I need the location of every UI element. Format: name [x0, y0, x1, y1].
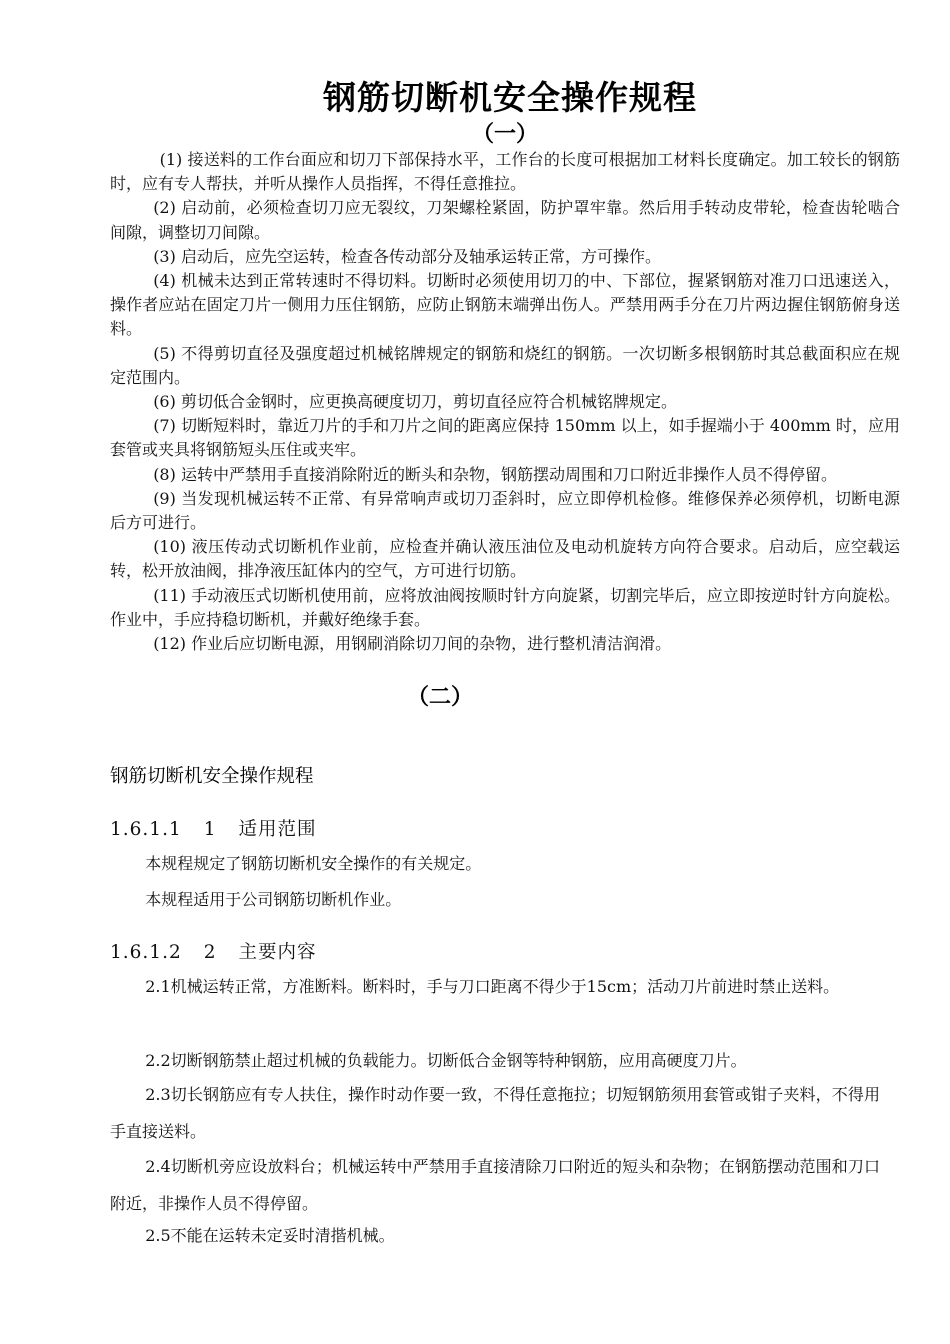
rule-item: (2) 启动前，必须检查切刀应无裂纹，刀架螺栓紧固，防护罩牢靠。然后用手转动皮带轮，检查齿轮啮合间隙，调整切刀间隙。 — [110, 198, 900, 242]
section-index: 2 — [203, 942, 217, 963]
section-paragraph: 2.2切断钢筋禁止超过机械的负载能力。切断低合金钢等特种钢筋，应用高硬度刀片。 — [145, 1051, 747, 1070]
rule-item: (7) 切断短料时，靠近刀片的手和刀片之间的距离应保持 150mm 以上，如手握端小于 400mm 时，应用套管或夹具将钢筋短头压住或夹牢。 — [110, 416, 900, 460]
part-two-title: 钢筋切断机安全操作规程 — [110, 766, 314, 787]
section-paragraph: 2.3切长钢筋应有专人扶住，操作时动作要一致，不得任意拖拉；切短钢筋须用套管或钳子夹料，不得用手直接送料。 — [110, 1085, 880, 1141]
section-index: 1 — [203, 819, 217, 840]
section-title: 主要内容 — [238, 942, 317, 963]
rule-item: (12) 作业后应切断电源，用钢刷消除切刀间的杂物，进行整机清洁润滑。 — [153, 634, 672, 654]
rule-item: (6) 剪切低合金钢时，应更换高硬度切刀，剪切直径应符合机械铭牌规定。 — [153, 392, 677, 412]
rule-item: (5) 不得剪切直径及强度超过机械铭牌规定的钢筋和烧红的钢筋。一次切断多根钢筋时其总截面积应在规定范围内。 — [110, 343, 900, 387]
section-title: 适用范围 — [238, 819, 317, 840]
rule-item: (3) 启动后，应先空运转，检查各传动部分及轴承运转正常，方可操作。 — [153, 246, 661, 266]
rule-item: (9) 当发现机械运转不正常、有异常响声或切刀歪斜时，应立即停机检修。维修保养必须停机，切断电源后方可进行。 — [110, 488, 900, 533]
section-number: 1.6.1.2 — [110, 942, 182, 963]
section-heading-scope — [110, 815, 317, 841]
document-title: 钢筋切断机安全操作规程 — [323, 78, 697, 117]
section-paragraph: 2.1机械运转正常，方准断料。断料时，手与刀口距离不得少于15cm；活动刀片前进时禁止送料。 — [145, 977, 840, 996]
part-one-rules — [110, 148, 900, 656]
rule-item: (10) 液压传动式切断机作业前，应检查并确认液压油位及电动机旋转方向符合要求。启动后，应空载运转，松开放油阀，排净液压缸体内的空气，方可进行切筋。 — [110, 537, 900, 581]
section-paragraph: 2.4切断机旁应设放料台；机械运转中严禁用手直接清除刀口附近的短头和杂物；在钢筋摆动范围和刀口附近，非操作人员不得停留。 — [110, 1157, 880, 1213]
section-paragraph: 2.5不能在运转未定妥时清揩机械。 — [145, 1226, 395, 1245]
part-one-heading: （一） — [471, 121, 538, 147]
section-paragraph: 本规程规定了钢筋切断机安全操作的有关规定。 — [145, 854, 482, 873]
rule-item: (1) 接送料的工作台面应和切刀下部保持水平，工作台的长度可根据加工材料长度确定。加工较长的钢筋时，应有专人帮扶，并听从操作人员指挥，不得任意推拉。 — [110, 150, 900, 194]
section-number: 1.6.1.1 — [110, 819, 182, 840]
section-heading-content — [110, 938, 317, 964]
rule-item: (4) 机械未达到正常转速时不得切料。切断时必须使用切刀的中、下部位，握紧钢筋对准刀口迅速送入，操作者应站在固定刀片一侧用力压住钢筋，应防止钢筋末端弹出伤人。严禁用两手分在刀片两边握住钢筋俯身送料。 — [110, 271, 900, 339]
section-paragraph: 本规程适用于公司钢筋切断机作业。 — [145, 890, 402, 909]
rule-item: (11) 手动液压式切断机使用前，应将放油阀按顺时针方向旋紧，切割完毕后，应立即按逆时针方向旋松。作业中，手应持稳切断机，并戴好绝缘手套。 — [110, 585, 900, 629]
part-two-heading: （二） — [406, 684, 473, 710]
rule-item: (8) 运转中严禁用手直接消除附近的断头和杂物，钢筋摆动周围和刀口附近非操作人员不得停留。 — [153, 464, 837, 484]
